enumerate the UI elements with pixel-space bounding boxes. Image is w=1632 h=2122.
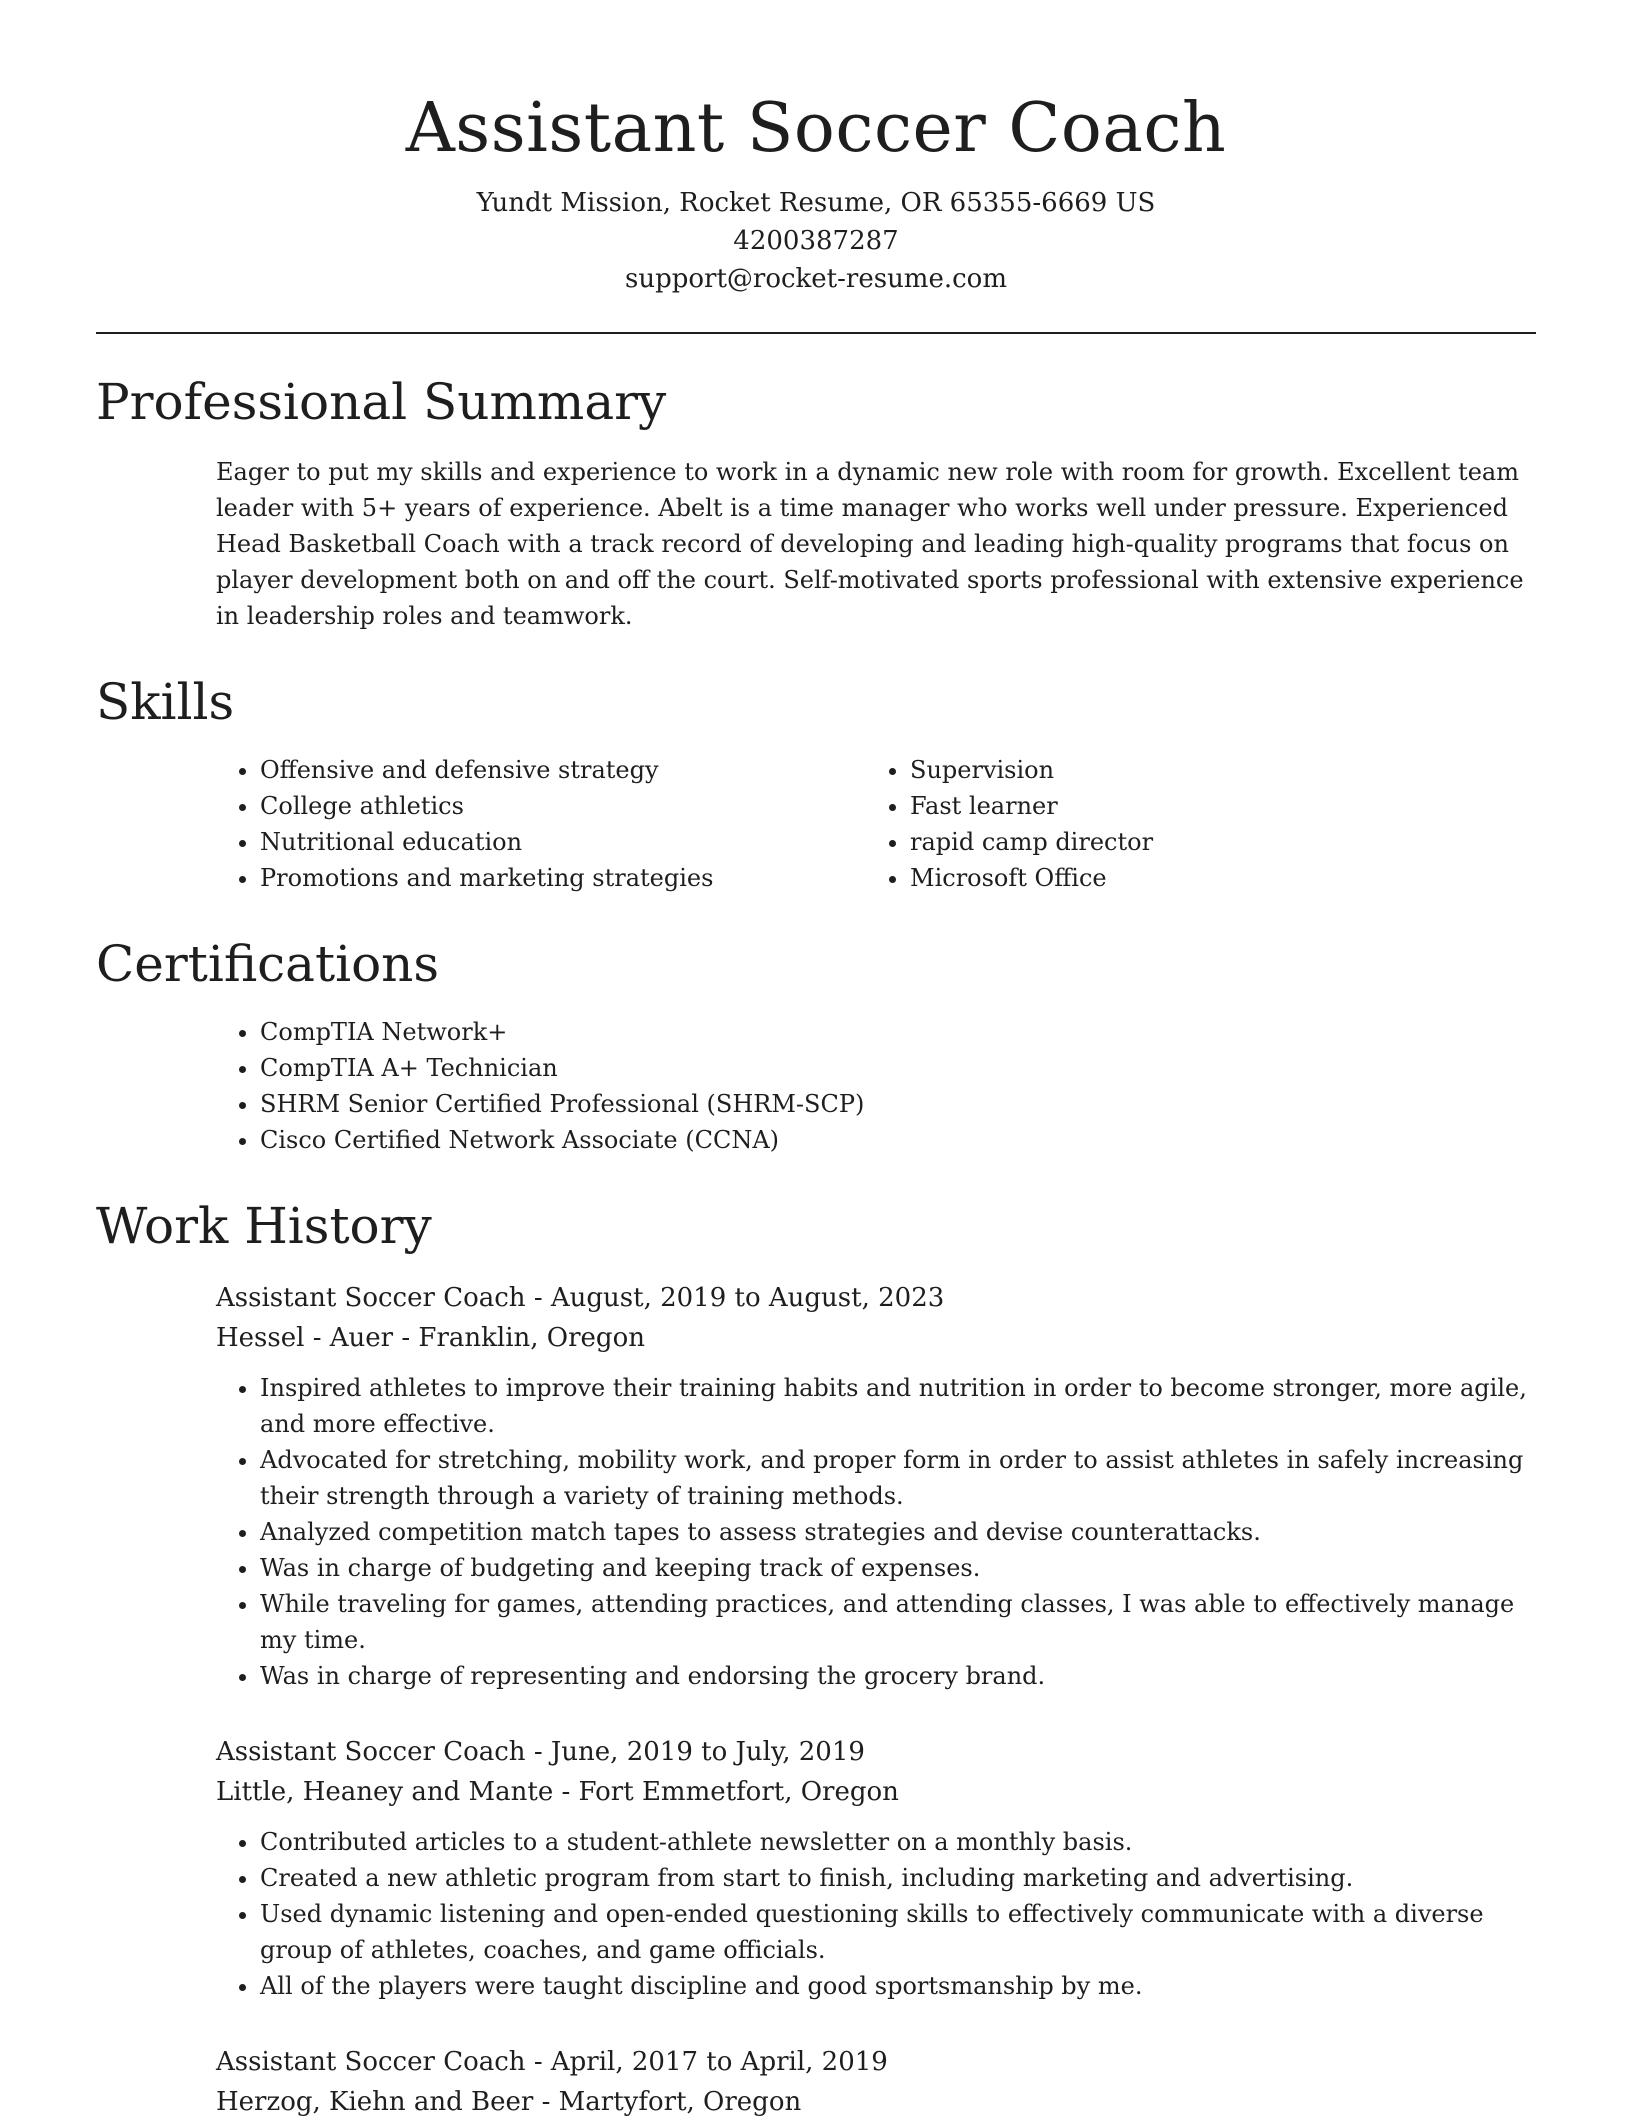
skill-item: • Promotions and marketing strategies: [260, 860, 866, 896]
job-bullet: • Contributed articles to a student-athlete newsletter on a monthly basis.: [260, 1824, 1536, 1860]
skill-item: • College athletics: [260, 788, 866, 824]
skills-column-left: [216, 752, 866, 896]
certification-item: • Cisco Certified Network Associate (CCNA): [260, 1122, 1536, 1158]
job-bullet: • Created a new athletic program from start to finish, including marketing and advertising.: [260, 1860, 1536, 1896]
summary-heading: Professional Summary: [96, 373, 667, 431]
candidate-title: Assistant Soccer Coach: [405, 89, 1227, 168]
job-bullet: • Used dynamic listening and open-ended questioning skills to effectively communicate with a diverse group of athletes, coaches, and game officials.: [260, 1896, 1536, 1968]
job-entry: [216, 2042, 1536, 2122]
job-bullet: • All of the players were taught discipline and good sportsmanship by me.: [260, 1968, 1536, 2004]
certifications-list: [216, 1014, 1536, 1158]
contact-block: [96, 184, 1536, 298]
job-bullets: [216, 1370, 1536, 1694]
skill-item: • Fast learner: [910, 788, 1516, 824]
work-history-section: [96, 1196, 1536, 2122]
job-entry: [216, 1278, 1536, 1694]
skill-item: • Offensive and defensive strategy: [260, 752, 866, 788]
job-title-dates: Assistant Soccer Coach - August, 2019 to August, 2023: [216, 1283, 945, 1313]
contact-phone: 4200387287: [733, 226, 899, 256]
work-history-list: [216, 1278, 1536, 2122]
contact-address: Yundt Mission, Rocket Resume, OR 65355-6669 US: [476, 188, 1156, 218]
job-bullet: • Was in charge of budgeting and keeping track of expenses.: [260, 1550, 1536, 1586]
certification-item: • CompTIA A+ Technician: [260, 1050, 1536, 1086]
job-company-location: Little, Heaney and Mante - Fort Emmetfort, Oregon: [216, 1777, 899, 1807]
job-title-dates: Assistant Soccer Coach - April, 2017 to April, 2019: [216, 2047, 888, 2077]
certifications-heading: Certifications: [96, 935, 440, 993]
job-company-location: Hessel - Auer - Franklin, Oregon: [216, 1323, 645, 1353]
skills-column-right: [866, 752, 1516, 896]
contact-email: support@rocket-resume.com: [624, 264, 1007, 294]
job-bullets: [216, 1824, 1536, 2004]
skills-columns: [216, 752, 1536, 896]
job-company-location: Herzog, Kiehn and Beer - Martyfort, Oregon: [216, 2087, 802, 2117]
header-divider: [96, 332, 1536, 334]
skills-heading: Skills: [96, 673, 235, 731]
skill-item: • Microsoft Office: [910, 860, 1516, 896]
resume-header: [96, 0, 1536, 298]
certification-item: • SHRM Senior Certified Professional (SHRM-SCP): [260, 1086, 1536, 1122]
job-entry: [216, 1732, 1536, 2004]
summary-section: [96, 372, 1536, 634]
job-bullet: • Analyzed competition match tapes to assess strategies and devise counterattacks.: [260, 1514, 1536, 1550]
job-title-dates: Assistant Soccer Coach - June, 2019 to July, 2019: [216, 1737, 865, 1767]
job-bullet: • Advocated for stretching, mobility work, and proper form in order to assist athletes in safely increasing their strength through a variety of training methods.: [260, 1442, 1536, 1514]
work-history-heading: Work History: [96, 1197, 432, 1255]
job-bullet: • Was in charge of representing and endorsing the grocery brand.: [260, 1658, 1536, 1694]
certifications-section: [96, 934, 1536, 1158]
skill-item: • Supervision: [910, 752, 1516, 788]
skills-section: [96, 672, 1536, 896]
skill-item: • Nutritional education: [260, 824, 866, 860]
skill-item: • rapid camp director: [910, 824, 1516, 860]
summary-text: Eager to put my skills and experience to work in a dynamic new role with room for growth. Excellent team leader with 5+ years of experience. Abelt is a time manager who works well under pressure. Experienced Head Basketball Coach with a track record of developing and leading high-quality programs that focus on player development both on and off the court. Self-motivated sports professional with extensive experience in leadership roles and teamwork.: [216, 458, 1524, 630]
resume-page: [96, 0, 1536, 2122]
job-bullet: • While traveling for games, attending practices, and attending classes, I was able to effectively manage my time.: [260, 1586, 1536, 1658]
job-bullet: • Inspired athletes to improve their training habits and nutrition in order to become stronger, more agile, and more effective.: [260, 1370, 1536, 1442]
certification-item: • CompTIA Network+: [260, 1014, 1536, 1050]
